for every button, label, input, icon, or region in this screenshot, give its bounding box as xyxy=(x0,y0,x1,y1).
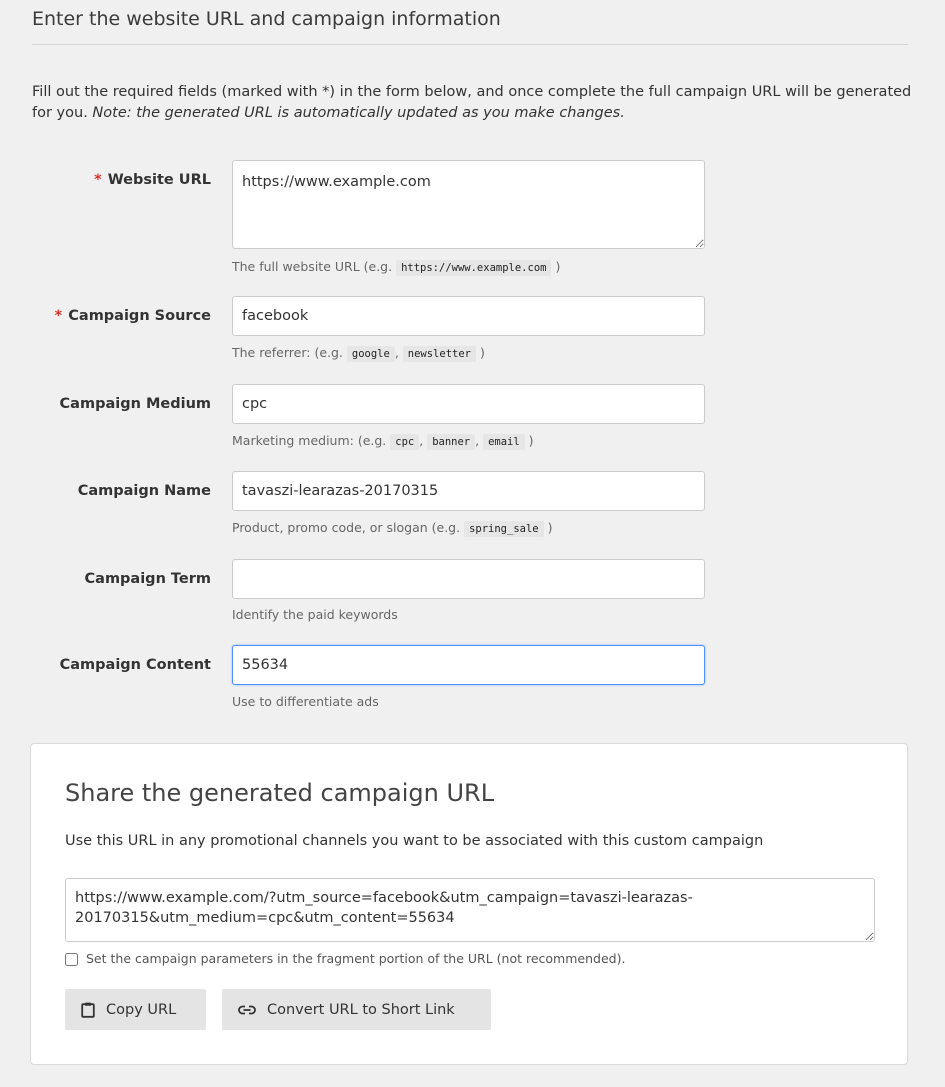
campaign-content-label xyxy=(31,655,211,675)
example-token: cpc xyxy=(390,434,419,450)
campaign-medium-help xyxy=(232,432,534,451)
share-description: Use this URL in any promotional channels you want to be associated with this custom campaign xyxy=(65,833,764,849)
section-title: Enter the website URL and campaign information xyxy=(32,8,501,30)
campaign-term-help: Identify the paid keywords xyxy=(232,607,398,622)
copy-url-button[interactable] xyxy=(65,989,206,1030)
campaign-term-label xyxy=(31,569,211,589)
short-link-button[interactable] xyxy=(222,989,491,1030)
campaign-content-label-text: Campaign Content xyxy=(59,657,211,673)
section-header xyxy=(32,6,908,45)
help-suffix: ) xyxy=(524,433,534,448)
required-marker: * xyxy=(94,172,102,188)
campaign-name-label-text: Campaign Name xyxy=(77,483,211,499)
fragment-checkbox[interactable] xyxy=(65,953,78,966)
help-separator: , xyxy=(394,345,403,360)
website-url-label-text: Website URL xyxy=(107,172,211,188)
share-title: Share the generated campaign URL xyxy=(65,779,495,807)
campaign-source-label xyxy=(31,306,211,326)
campaign-term-input[interactable] xyxy=(232,559,705,599)
help-separator: , xyxy=(475,433,484,448)
campaign-term-label-text: Campaign Term xyxy=(84,571,211,587)
campaign-name-input[interactable] xyxy=(232,471,705,511)
campaign-name-help xyxy=(232,519,552,538)
website-url-label xyxy=(31,170,211,190)
copy-url-label: Copy URL xyxy=(106,1001,177,1018)
example-token: newsletter xyxy=(403,346,476,362)
campaign-source-label-text: Campaign Source xyxy=(68,308,211,324)
example-token: https://www.example.com xyxy=(396,260,551,276)
help-suffix: ) xyxy=(475,345,485,360)
campaign-medium-label xyxy=(31,394,211,414)
intro-text xyxy=(32,82,912,124)
help-suffix: ) xyxy=(543,520,553,535)
help-prefix: Marketing medium: (e.g. xyxy=(232,433,391,448)
clipboard-icon xyxy=(81,1002,95,1018)
website-url-help xyxy=(232,258,560,277)
campaign-medium-label-text: Campaign Medium xyxy=(59,396,211,412)
help-prefix: The referrer: (e.g. xyxy=(232,345,347,360)
campaign-name-label xyxy=(31,481,211,501)
fragment-option[interactable] xyxy=(65,950,625,968)
example-token: banner xyxy=(427,434,475,450)
campaign-source-help xyxy=(232,344,485,363)
campaign-content-help: Use to differentiate ads xyxy=(232,694,379,709)
short-link-label: Convert URL to Short Link xyxy=(267,1001,455,1018)
link-icon xyxy=(238,1005,256,1015)
website-url-input[interactable] xyxy=(232,160,705,249)
required-marker: * xyxy=(54,308,63,324)
example-token: email xyxy=(483,434,525,450)
intro-note: Note: the generated URL is automatically updated as you make changes. xyxy=(92,105,625,121)
generated-url-output[interactable] xyxy=(65,878,875,942)
help-prefix: The full website URL (e.g. xyxy=(232,259,397,274)
campaign-content-input[interactable] xyxy=(232,645,705,685)
example-token: google xyxy=(347,346,395,362)
fragment-checkbox-label: Set the campaign parameters in the fragment portion of the URL (not recommended). xyxy=(86,951,626,966)
help-prefix: Product, promo code, or slogan (e.g. xyxy=(232,520,465,535)
share-panel xyxy=(30,743,908,1065)
help-suffix: ) xyxy=(551,259,561,274)
campaign-source-input[interactable] xyxy=(232,296,705,336)
help-separator: , xyxy=(419,433,428,448)
intro-instructions: Fill out the required fields (marked with *) in the form below, and once complete the full campaign URL will be generated for you. xyxy=(32,84,912,121)
example-token: spring_sale xyxy=(464,521,544,537)
campaign-medium-input[interactable] xyxy=(232,384,705,424)
